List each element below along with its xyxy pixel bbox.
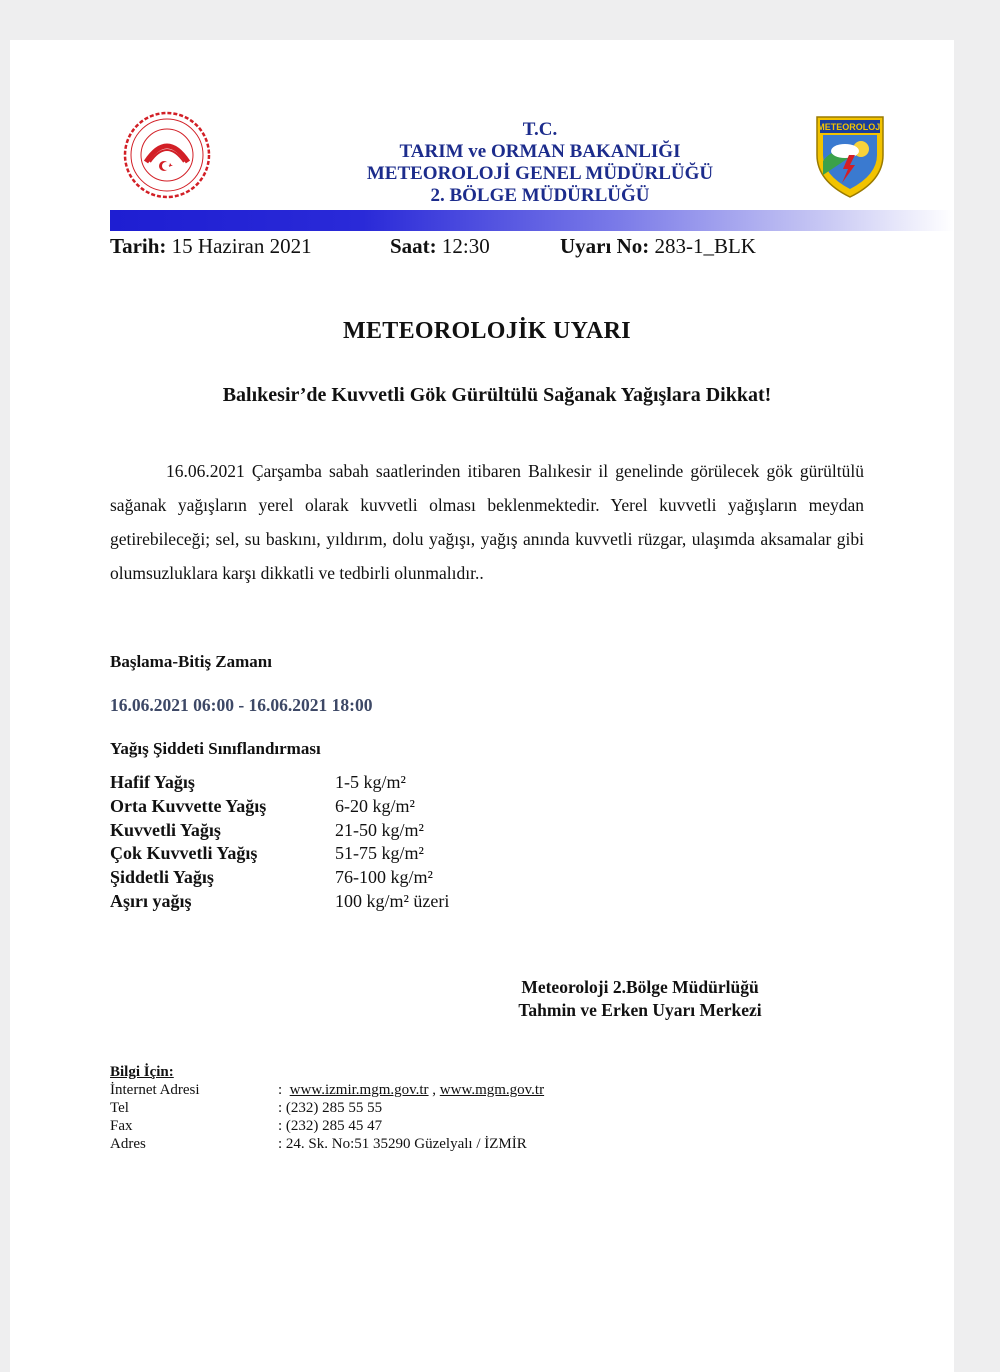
severity-name: Aşırı yağış <box>110 891 192 911</box>
severity-name: Hafif Yağış <box>110 772 195 792</box>
contact-row-tel <box>110 1100 129 1117</box>
contact-row-web <box>110 1082 200 1099</box>
severity-name: Orta Kuvvette Yağış <box>110 796 267 816</box>
time-label: Saat: <box>390 234 437 258</box>
severity-name: Şiddetli Yağış <box>110 867 214 887</box>
document-title: METEOROLOJİK UYARI <box>343 318 631 344</box>
time-field <box>390 234 490 259</box>
header-region: 2. BÖLGE MÜDÜRLÜĞÜ <box>430 185 650 206</box>
contact-label: Fax <box>110 1118 133 1134</box>
warning-headline: Balıkesir’de Kuvvetli Gök Gürültülü Sağanak Yağışlara Dikkat! <box>222 384 772 406</box>
severity-value: 6-20 kg/m² <box>335 796 415 816</box>
website-link-mgm[interactable]: www.mgm.gov.tr <box>439 1082 545 1098</box>
contact-address-value: : 24. Sk. No:51 35290 Güzelyalı / İZMİR <box>278 1136 527 1152</box>
date-field <box>110 234 312 259</box>
header-directorate: METEOROLOJİ GENEL MÜDÜRLÜĞÜ <box>366 163 714 184</box>
header-divider-bar <box>110 210 954 231</box>
severity-value: 100 kg/m² üzeri <box>335 891 450 911</box>
contact-heading: Bilgi İçin: <box>110 1064 174 1080</box>
header-ministry: TARIM ve ORMAN BAKANLIĞI <box>399 141 681 162</box>
signature-center: Tahmin ve Erken Uyarı Merkezi <box>518 1000 762 1020</box>
svg-text:METEOROLOJİ: METEOROLOJİ <box>817 122 883 132</box>
severity-row <box>110 891 449 912</box>
document-page <box>10 40 954 1372</box>
severity-name: Çok Kuvvetli Yağış <box>110 843 258 863</box>
meteorology-logo <box>815 115 885 199</box>
severity-value: 51-75 kg/m² <box>335 843 424 863</box>
date-value: 15 Haziran 2021 <box>171 234 312 258</box>
severity-row <box>110 772 406 793</box>
warning-number-field <box>560 234 756 259</box>
time-value: 12:30 <box>441 234 490 258</box>
signature-office: Meteoroloji 2.Bölge Müdürlüğü <box>521 977 759 997</box>
ministry-logo <box>122 110 212 200</box>
date-label: Tarih: <box>110 234 167 258</box>
warning-body: 16.06.2021 Çarşamba sabah saatlerinden itibaren Balıkesir il genelinde görülecek gök gürültülü sağanak yağışların yerel olarak kuvvetli olması beklenmektedir. Yerel kuvvetli yağışların meydan getirebileceği; sel, su baskını, yıldırım, dolu yağışı, yağış anında kuvvetli rüzgar, ulaşımda aksamalar gibi olumsuzluklara karşı dikkatli ve tedbirli olunmalıdır.. <box>110 461 864 583</box>
severity-row <box>110 796 415 817</box>
contact-label: Adres <box>110 1136 146 1152</box>
period-value: 16.06.2021 06:00 - 16.06.2021 18:00 <box>110 695 373 715</box>
contact-row-address <box>110 1136 146 1153</box>
contact-label: İnternet Adresi <box>110 1082 200 1098</box>
period-label: Başlama-Bitiş Zamanı <box>110 652 272 671</box>
warning-number-label: Uyarı No: <box>560 234 650 258</box>
severity-row <box>110 843 424 864</box>
contact-label: Tel <box>110 1100 129 1116</box>
severity-row <box>110 867 433 888</box>
severity-value: 21-50 kg/m² <box>335 820 424 840</box>
severity-name: Kuvvetli Yağış <box>110 820 221 840</box>
website-link-izmir[interactable]: www.izmir.mgm.gov.tr <box>289 1082 429 1098</box>
contact-row-fax <box>110 1118 133 1135</box>
severity-value: 1-5 kg/m² <box>335 772 406 792</box>
severity-row <box>110 820 424 841</box>
header-tc: T.C. <box>522 119 558 140</box>
contact-web-value: : www.izmir.mgm.gov.tr , www.mgm.gov.tr <box>278 1082 545 1098</box>
contact-fax-value: : (232) 285 45 47 <box>278 1118 383 1134</box>
severity-label: Yağış Şiddeti Sınıflandırması <box>110 739 321 758</box>
contact-tel-value: : (232) 285 55 55 <box>278 1100 383 1116</box>
severity-value: 76-100 kg/m² <box>335 867 433 887</box>
warning-number-value: 283-1_BLK <box>654 234 756 258</box>
